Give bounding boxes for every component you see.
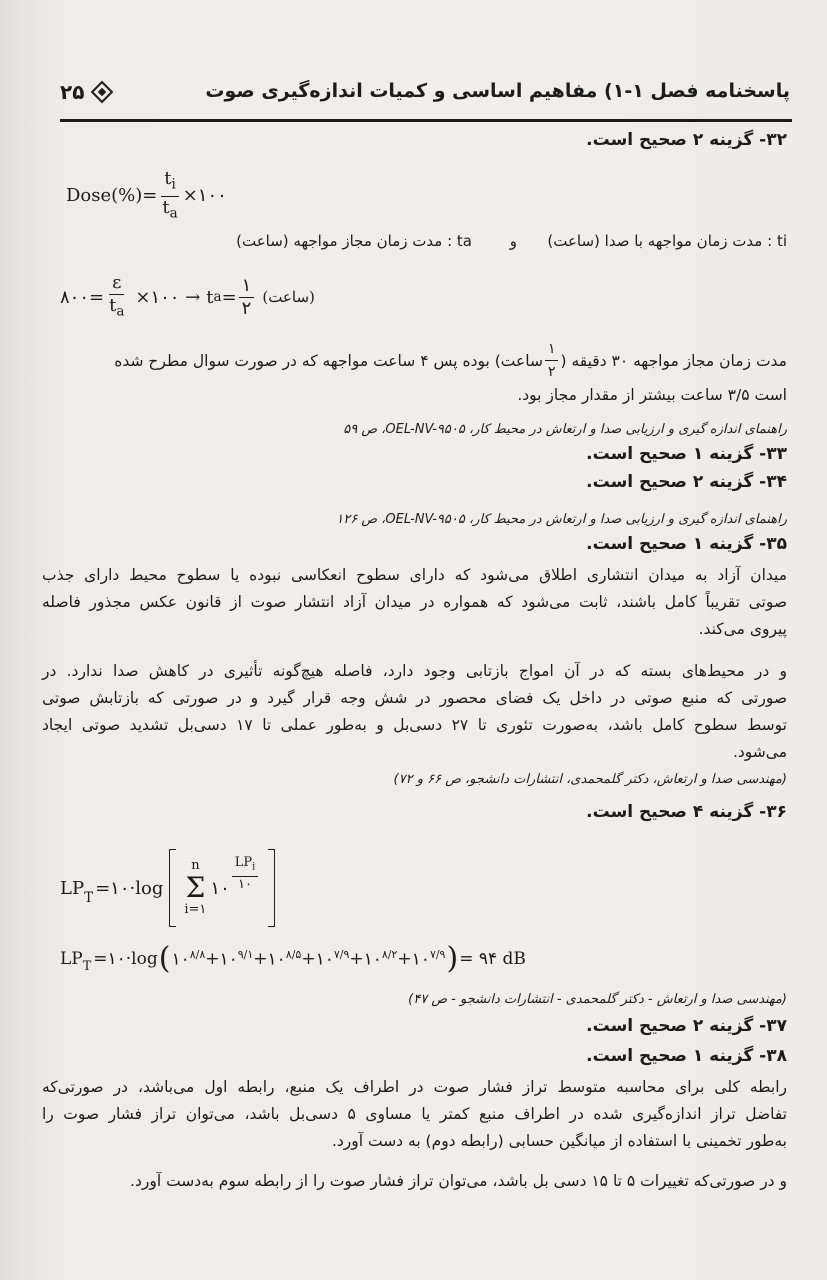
formula-text: LP <box>60 949 83 969</box>
q35-para2 <box>42 658 787 766</box>
q38-para1 <box>42 1074 787 1155</box>
term-base: ۱۰ <box>267 949 286 970</box>
term-exp: ۸/۲ <box>381 948 398 962</box>
q36-formula1 <box>60 848 275 928</box>
header-rule <box>60 119 792 122</box>
q36-formula2 <box>60 941 526 976</box>
frac-den: ۱۰ <box>238 876 252 892</box>
formula-text: t <box>206 286 214 308</box>
q32-ta-formula <box>60 272 315 323</box>
para-line: تفاضل تراز اندازه‌گیری شده در اطراف منبع کمتر یا مساوی ۵ دسی‌بل باشد، می‌توان تراز فشار صوت را <box>42 1105 787 1123</box>
q34-reference: راهنمای اندازه گیری و ارزیابی صدا و ارتعاش در محیط کار، OEL-NV-۹۵۰۵، ص ۱۲۶ <box>336 512 787 527</box>
formula-text: ۸۰۰= <box>60 286 105 308</box>
q32-dose-formula <box>66 168 227 224</box>
para-text: مدت زمان مجاز مواجهه ۳۰ دقیقه ( <box>560 351 787 370</box>
frac-num: ۱ <box>239 275 255 298</box>
term <box>171 948 205 970</box>
frac-den: ۲ <box>241 297 252 319</box>
para-line: رابطه کلی برای محاسبه متوسط تراز فشار صوت در اطراف یک منبع، رابطه اول می‌باشد، در صورتی‌که <box>42 1078 787 1096</box>
formula-text: =۱۰·log <box>95 877 164 899</box>
term-exp: ۷/۹ <box>333 948 350 962</box>
frac-den-sub: a <box>116 303 125 320</box>
page-header <box>60 80 790 120</box>
page-number-block <box>60 80 110 104</box>
fraction <box>239 275 255 320</box>
paren-open: ( <box>158 941 171 976</box>
frac-num-sub: i <box>171 176 176 193</box>
q32-def-and: و <box>509 232 517 250</box>
frac-den: ۲ <box>547 364 556 380</box>
frac-num-sub: i <box>252 861 256 873</box>
term-exp: ۷/۹ <box>429 948 446 962</box>
formula-sub: T <box>84 890 94 906</box>
plus: + <box>397 949 412 969</box>
frac-num: ۱ <box>545 338 559 361</box>
q32-def-ti: ti : مدت زمان مواجهه با صدا (ساعت) <box>547 232 787 250</box>
frac-num: LP <box>234 855 253 870</box>
plus: + <box>253 949 268 969</box>
q32-reference: راهنمای اندازه گیری و ارزیابی صدا و ارتعاش در محیط کار، OEL-NV-۹۵۰۵، ص ۵۹ <box>343 422 787 437</box>
formula-result: = ۹۴ dB <box>459 949 526 969</box>
formula-text: LP <box>60 877 85 899</box>
term-exp: ۸/۵ <box>285 948 302 962</box>
term <box>268 948 302 970</box>
fraction <box>159 168 180 224</box>
formula-unit: (ساعت) <box>262 288 315 307</box>
term-exp: ۸/۸ <box>189 948 206 962</box>
formula-text: =۱۰·log <box>93 949 158 969</box>
formula-text: Dose(%)= <box>66 185 158 207</box>
term-base: ۱۰ <box>363 949 382 970</box>
para-line: و در محیط‌های بسته که در آن امواج بازتابی وجود دارد، فاصله هیچ‌گونه تأثیری در کاهش صدا ندارد. در <box>42 662 787 680</box>
frac-den-sub: a <box>169 205 178 222</box>
sum-operator <box>184 858 206 918</box>
para-line: توسط سطوح کامل باشد، به‌صورت تئوری تا ۲۷ دسی‌بل و به‌طور عملی تا ۱۷ دسی‌بل تشدید صوتی ایجاد <box>42 716 787 734</box>
term-base: ۱۰ <box>315 949 334 970</box>
sum-bottom: i=۱ <box>184 902 207 917</box>
para-line: پیروی می‌کند. <box>698 620 787 638</box>
q36-reference: (مهندسی صدا و ارتعاش - دکتر گلمحمدی - انتشارات دانشجو - ص ۴۷) <box>408 992 787 1007</box>
paren-close: ) <box>446 941 459 976</box>
diamond-icon <box>91 81 114 104</box>
q32-para-line2: است ۳/۵ ساعت بیشتر از مقدار مجاز بود. <box>517 386 787 404</box>
para-line: به‌طور تخمینی با استفاده از میانگین حسابی (رابطه دوم) به دست آورد. <box>331 1132 787 1150</box>
q34-heading: ۳۴- گزینه ۲ صحیح است. <box>586 472 787 492</box>
plus: + <box>205 949 220 969</box>
formula-base: ۱۰ <box>210 877 230 899</box>
q37-heading: ۳۷- گزینه ۲ صحیح است. <box>586 1016 787 1036</box>
para-line: میدان آزاد به میدان انتشاری اطلاق می‌شود که دارای سطوح انعکاسی نبوده یا سطوح محیط دارای جذب <box>42 566 787 584</box>
formula-text: ×۱۰۰ → <box>135 286 201 308</box>
frac-den: t <box>162 196 170 218</box>
term-base: ۱۰ <box>219 949 238 970</box>
bracket-group <box>169 849 275 927</box>
q38-para2: و در صورتی‌که تغییرات ۵ تا ۱۵ دسی بل باشد، می‌توان تراز فشار صوت را از رابطه سوم به‌دست آورد. <box>130 1172 787 1190</box>
fraction <box>106 272 127 323</box>
sum-top: n <box>191 858 200 873</box>
para-line: صورتی که منبع صوتی در داخل یک فضای محصور در شش وجه قرار گیرد و در صورتی که بازتابش صوتی <box>42 689 787 707</box>
frac-num: ε <box>109 272 124 295</box>
formula-text: = <box>221 286 237 308</box>
formula-sub: a <box>213 289 222 306</box>
para-line: می‌شود. <box>732 743 787 761</box>
q36-heading: ۳۶- گزینه ۴ صحیح است. <box>586 802 787 822</box>
q38-heading: ۳۸- گزینه ۱ صحیح است. <box>586 1046 787 1066</box>
q33-heading: ۳۳- گزینه ۱ صحیح است. <box>586 444 787 464</box>
para-line: صوتی تقریباً کامل باشند، ثابت می‌شود که همواره در میدان آزاد انتشار صوت از قانون عکس مجذور فاصله <box>42 593 787 611</box>
q35-heading: ۳۵- گزینه ۱ صحیح است. <box>586 534 787 554</box>
q35-reference: (مهندسی صدا و ارتعاش، دکتر گلمحمدی، انتشارات دانشجو، ص ۶۶ و ۷۲) <box>393 772 787 787</box>
plus: + <box>301 949 316 969</box>
frac-den: t <box>109 295 117 316</box>
term <box>219 948 253 970</box>
fraction <box>545 338 559 383</box>
term-base: ۱۰ <box>411 949 430 970</box>
term-base: ۱۰ <box>171 949 190 970</box>
exponent-fraction <box>232 855 259 893</box>
term-exp: ۹/۱ <box>237 948 254 962</box>
page-number: ۲۵ <box>60 80 85 104</box>
sigma-icon: Σ <box>185 871 206 904</box>
chapter-title: پاسخنامه فصل ۱-۱) مفاهیم اساسی و کمیات اندازه‌گیری صوت <box>205 80 790 102</box>
term <box>364 948 398 970</box>
q35-para1 <box>42 562 787 643</box>
formula-text: ×۱۰۰ <box>182 185 227 207</box>
term <box>412 948 446 970</box>
q32-para-line1 <box>42 338 787 383</box>
plus: + <box>349 949 364 969</box>
para-text: ساعت) بوده پس ۴ ساعت مواجهه که در صورت سوال مطرح شده <box>114 351 543 370</box>
frac-num: t <box>164 168 172 189</box>
q32-def-ta: ta : مدت زمان مجاز مواجهه (ساعت) <box>236 232 472 250</box>
term <box>316 948 350 970</box>
formula-sub: T <box>82 959 92 974</box>
q32-heading: ۳۲- گزینه ۲ صحیح است. <box>586 130 787 150</box>
